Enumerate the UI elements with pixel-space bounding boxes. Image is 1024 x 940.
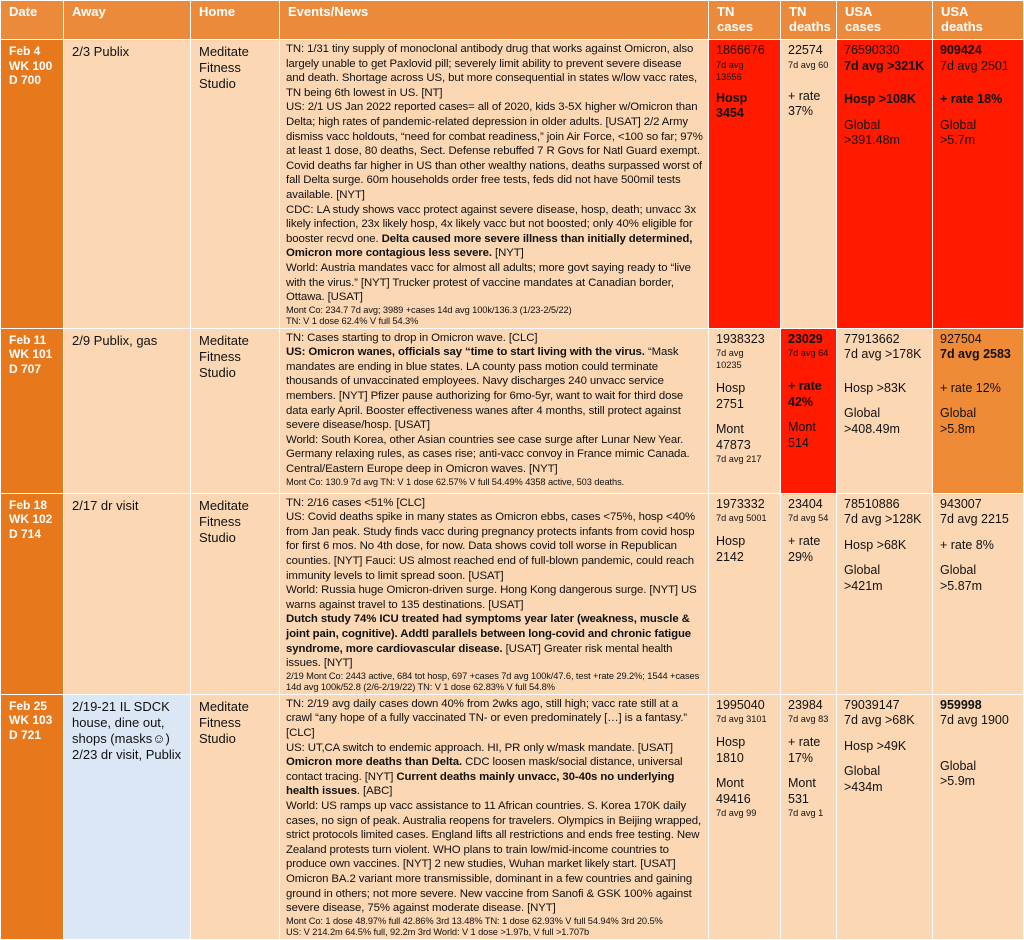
week-label: WK 102: [9, 512, 53, 527]
table-row: [1, 40, 1024, 329]
day-label: D 707: [9, 361, 42, 376]
event-text: [286, 755, 703, 799]
stat-label: + rate: [788, 88, 821, 103]
stat-label: + rate: [788, 534, 821, 549]
table-row: [1, 694, 1024, 939]
stat-label: Global: [844, 406, 881, 421]
stat-value: 959998: [940, 697, 982, 712]
tn-deaths-cell: [781, 493, 837, 694]
stat-value: 7d avg 99: [716, 808, 757, 819]
event-stats: 2/19 Mont Co: 2443 active, 684 tot hosp, 697 +cases 7d avg 100k/47.6, test +rate 29.2%; 1544 +cases 14d avg 100k/52.8 (2/6-2/19/22) TN: V 1 dose 62.83% V full 54.8%: [286, 670, 700, 693]
event-text: US: 2/1 US Jan 2022 reported cases= all of 2020, kids 3-5X higher w/Omicron than Delta; high rates of pandemic-related depression in older adults. [USAT] 2/2 Army dismiss vacc holdouts, “need for combat readiness,” join Air Force, <100 so far; 97% at least 1 dose, 80 deaths, Sect. Defense rebuffed 7 R Govs for Natl Guard exempt. Covid deaths far higher in US than other wealthy nations, deaths surpassed worst of fall Delta surge. 60m households order free tests, feds did not have 500mil tests available. [NYT]: [286, 101, 703, 201]
stat-value: Hosp >108K: [844, 92, 916, 106]
stat-value: >391.48m: [844, 133, 900, 147]
event-text: World: Austria mandates vacc for almost all adults; more govt saying ready to “live with the virus.” [NYT] Trucker protest of vaccine mandates at Canadian border, Ottawa. [USAT]: [286, 261, 691, 304]
stat-value: 76590330: [844, 43, 900, 57]
week-label: WK 101: [9, 347, 53, 362]
stat-label: Global: [940, 563, 977, 578]
event-text: TN: 2/16 cases <51% [CLC]: [286, 496, 425, 509]
stat-label: Hosp: [716, 534, 746, 549]
stat-value: 7d avg >128K: [844, 512, 922, 527]
day-label: D 714: [9, 526, 42, 541]
stat-value: 13556: [716, 71, 742, 82]
stat-label: Global: [940, 117, 977, 132]
events-cell: [280, 694, 709, 939]
away-cell: 2/3 Publix: [64, 40, 191, 329]
stat-value: 7d avg >321K: [844, 58, 925, 73]
stat-value: 7d avg 1: [788, 808, 824, 819]
stat-label: Global: [844, 117, 881, 132]
stat-value: >408.49m: [844, 421, 900, 436]
stat-value: 47873: [716, 437, 751, 452]
event-stats: Mont Co: 234.7 7d avg; 3989 +cases 14d avg 100k/136.3 (1/23-2/5/22): [286, 304, 572, 315]
header-row: [1, 1, 1024, 40]
stat-value: 42%: [788, 394, 814, 409]
home-cell: Meditate Fitness Studio: [191, 40, 280, 329]
stat-value: 7d avg 3101: [716, 714, 767, 725]
stat-value: >5.8m: [940, 421, 976, 436]
stat-label: + rate: [788, 379, 822, 394]
date-cell: [1, 328, 64, 493]
stat-value: 10235: [716, 360, 742, 371]
stat-value: 23984: [788, 697, 823, 712]
stat-value: 77913662: [844, 331, 900, 346]
usa-deaths-cell: [933, 40, 1024, 329]
event-text: World: South Korea, other Asian countries see case surge after Lunar New Year. Germany relaxing rules, as cases rise; anti-vacc convoy in France mimic Canada. Central/Eastern Europe deep in Omicron waves. [NYT]: [286, 433, 690, 476]
usa-deaths-cell: [933, 328, 1024, 493]
stat-label: Global: [940, 758, 977, 773]
stat-value: 2142: [716, 549, 744, 564]
stat-value: 531: [788, 791, 809, 806]
header-tn-deaths: TN deaths: [781, 1, 837, 40]
date-cell: [1, 493, 64, 694]
stat-value: >5.7m: [940, 133, 976, 147]
stat-value: 7d avg >68K: [844, 713, 915, 728]
event-text: World: Russia huge Omicron-driven surge. Hong Kong dangerous surge. [NYT] US warns against travel to 135 destinations. [USAT]: [286, 584, 697, 611]
stat-value: 943007: [940, 496, 982, 511]
stat-label: 7d avg 60: [788, 59, 829, 70]
tn-cases-cell: [709, 328, 781, 493]
header-usa-deaths: USA deaths: [933, 1, 1024, 40]
stat-value: 29%: [788, 549, 814, 564]
stat-label: + rate: [788, 735, 821, 750]
tn-cases-cell: [709, 40, 781, 329]
week-label: WK 103: [9, 713, 53, 728]
events-cell: [280, 40, 709, 329]
stat-value: 1995040: [716, 697, 765, 712]
stat-label: Global: [844, 563, 881, 578]
stat-value: 7d avg 2215: [940, 512, 1009, 527]
header-events: Events/News: [280, 1, 709, 40]
events-cell: [280, 493, 709, 694]
stat-value: 23404: [788, 496, 823, 511]
date-label: Feb 4: [9, 44, 41, 58]
event-text: [NYT]: [495, 247, 524, 260]
stat-value: >5.87m: [940, 578, 983, 593]
stat-value: >5.9m: [940, 774, 976, 789]
event-text: US: UT,CA switch to endemic approach. HI, PR only w/mask mandate. [USAT]: [286, 741, 673, 754]
tn-deaths-cell: [781, 40, 837, 329]
stat-value: 79039147: [844, 697, 900, 712]
stat-value: 927504: [940, 331, 982, 346]
stat-value: 49416: [716, 791, 751, 806]
stat-value: 7d avg 217: [716, 454, 762, 465]
stat-value: Hosp >68K: [844, 537, 907, 552]
stat-value: 3454: [716, 106, 744, 120]
away-cell: 2/17 dr visit: [64, 493, 191, 694]
stat-value: 23029: [788, 331, 823, 346]
tn-deaths-cell: [781, 694, 837, 939]
event-text: TN: 1/31 tiny supply of monoclonal antibody drug that works against Omicron, also largely unable to get Paxlovid pill; severely limit ability to prevent severe disease and death. Shortage across US, but more consequential in states w/low vacc rates, TN being 6th lowest in US. [NT]: [286, 43, 698, 99]
date-label: Feb 18: [9, 497, 48, 512]
stat-value: 7d avg 2501: [940, 58, 1009, 73]
tn-cases-cell: [709, 694, 781, 939]
header-date: Date: [1, 1, 64, 40]
event-stats: TN: V 1 dose 62.4% V full 54.3%: [286, 316, 419, 327]
home-cell: Meditate Fitness Studio: [191, 328, 280, 493]
event-stats: US: V 214.2m 64.5% full, 92.2m 3rd World: V 1 dose >1.97b, V full >1.707b: [286, 927, 590, 938]
stat-label: 7d avg: [716, 348, 744, 359]
event-stats: Mont Co: 130.9 7d avg TN: V 1 dose 62.57% V full 54.49% 4358 active, 503 deaths.: [286, 476, 625, 487]
header-home: Home: [191, 1, 280, 40]
stat-value: 17%: [788, 750, 814, 765]
stat-value: 1810: [716, 750, 744, 765]
stat-value: 514: [788, 435, 809, 450]
away-cell: 2/9 Publix, gas: [64, 328, 191, 493]
stat-value: 37%: [788, 104, 814, 118]
stat-value: Hosp >83K: [844, 380, 907, 395]
date-label: Feb 11: [9, 332, 47, 347]
tn-cases-cell: [709, 493, 781, 694]
stat-value: + rate 18%: [940, 92, 1003, 106]
stat-value: + rate 12%: [940, 380, 1001, 395]
stat-value: 7d avg >178K: [844, 347, 922, 362]
stat-value: 1866676: [716, 43, 765, 57]
usa-cases-cell: [837, 694, 933, 939]
home-cell: Meditate Fitness Studio: [191, 694, 280, 939]
event-text: CDC: LA study shows vacc protect against severe disease, hosp, death; unvacc 3x likely infection, 23x likely hosp, 4x likely vacc but not boosted; only 40% eligible for booster recvd one.: [286, 203, 696, 245]
stat-value: 7d avg 1900: [940, 713, 1009, 728]
stat-value: 7d avg 2583: [940, 347, 1011, 362]
away-cell: 2/19-21 IL SDCK house, dine out, shops (masks☺) 2/23 dr visit, Publix: [64, 694, 191, 939]
stat-value: 2751: [716, 396, 744, 411]
event-text: TN: Cases starting to drop in Omicron wave. [CLC]: [286, 331, 538, 344]
day-label: D 700: [9, 73, 42, 87]
usa-cases-cell: [837, 493, 933, 694]
event-bold-text: US: Omicron wanes, officials say “time to start living with the virus.: [286, 346, 645, 359]
stat-label: Hosp: [716, 381, 746, 396]
event-text: World: US ramps up vacc assistance to 11 African countries. S. Korea 170K daily cases, no sign of peak. Australia reopens for travelers. Olympics in Beijing wrapped, strict protocols limited cases. England lifts all restrictions and ends free testing. New Zealand protests turn violent. WHO plans to train low/mid-income countries to produce own vaccines. [NYT] 2 new studies, Wuhan market likely start. [USAT] Omicron BA.2 variant more transmissible, dominant in a few countries and gaining ground in others; not more severe. New vaccine from Sanofi & GSK 100% against severe disease, 75% against moderate disease. [NYT]: [286, 799, 702, 915]
stat-value: 1973332: [716, 496, 765, 511]
event-text: [286, 203, 703, 261]
event-text: [USAT] Greater risk mental health issues. [NYT]: [286, 642, 673, 670]
date-cell: [1, 694, 64, 939]
stat-value: 1938323: [716, 331, 765, 346]
header-usa-cases: USA cases: [837, 1, 933, 40]
event-text: [286, 345, 703, 433]
date-cell: [1, 40, 64, 329]
event-bold-text: Dutch study 74% ICU treated had symptoms year later (weakness, muscle & joint pain, cognitive). Addtl parallels between long-covid and chronic fatigue syndrome, more cardiovascular disease.: [286, 613, 692, 655]
event-text: US: Covid deaths spike in many states as Omicron ebbs, cases <75%, hosp <40% from Jan peak. Study finds vacc during pregnancy protects infants from covid hosp for first 6 mos. No 4th dose, for now. Data shows covid toll worse in Republican counties. [NYT] Fauci: US almost reached end of full-blown pandemic, could reach immunity levels to limit spread soon. [USAT]: [286, 511, 696, 582]
stat-value: + rate 8%: [940, 537, 994, 552]
stat-value: >421m: [844, 578, 883, 593]
table-row: [1, 328, 1024, 493]
event-bold-text: Omicron more deaths than Delta.: [286, 756, 463, 769]
week-label: WK 100: [9, 58, 53, 73]
stat-value: Hosp >49K: [844, 738, 907, 753]
stat-label: 7d avg 83: [788, 714, 829, 725]
usa-deaths-cell: [933, 493, 1024, 694]
event-text: [286, 612, 703, 670]
stat-label: 7d avg 54: [788, 513, 829, 524]
stat-label: Mont: [788, 420, 816, 435]
stat-label: Mont: [788, 776, 816, 791]
stat-value: 22574: [788, 43, 823, 57]
table-row: [1, 493, 1024, 694]
stat-label: Hosp: [716, 735, 746, 750]
event-bold-text: Current deaths mainly unvacc, 30-40s no underlying health issues: [286, 770, 675, 798]
stat-label: Global: [940, 406, 977, 421]
event-text: CDC loosen mask/social distance, universal contact tracing. [NYT]: [286, 756, 683, 783]
date-label: Feb 25: [9, 698, 48, 713]
event-stats: Mont Co: 1 dose 48.97% full 42.86% 3rd 13.48% TN: 1 dose 62.93% V full 54.94% 3rd 20.5%: [286, 915, 663, 926]
event-text: TN: 2/19 avg daily cases down 40% from 2wks ago, still high; vacc rate still at a crawl “any hope of a fully vaccinated TN- or even predominately […] is a fantasy.” [CLC]: [286, 697, 687, 739]
usa-deaths-cell: [933, 694, 1024, 939]
usa-cases-cell: [837, 40, 933, 329]
stat-value: >434m: [844, 779, 883, 794]
stat-label: 7d avg 64: [788, 348, 829, 359]
header-away: Away: [64, 1, 191, 40]
usa-cases-cell: [837, 328, 933, 493]
stat-label: Mont: [716, 422, 744, 437]
day-label: D 721: [9, 727, 42, 742]
stat-label: Hosp: [716, 90, 748, 105]
event-text: . [ABC]: [356, 785, 393, 798]
stat-label: 7d avg: [716, 59, 744, 70]
events-cell: [280, 328, 709, 493]
stat-value: 7d avg 5001: [716, 513, 767, 524]
header-tn-cases: TN cases: [709, 1, 781, 40]
event-bold-text: Delta caused more severe illness than initially determined, Omicron more contagious less severe.: [286, 232, 693, 260]
home-cell: Meditate Fitness Studio: [191, 493, 280, 694]
stat-value: 909424: [940, 43, 982, 57]
event-text: “Mask mandates are ending in blue states. LA county pass motion could terminate thousands of unvaccinated employees. Navy discharges 240 unvacc service members. [NYT] Pfizer pause authorizing for 6mo-5yr, want to wait for third dose data early April. Booster effectiveness wanes after 4 months, still protect against severe disease/hosp. [USAT]: [286, 346, 684, 432]
stat-value: 78510886: [844, 496, 900, 511]
tn-deaths-cell: [781, 328, 837, 493]
stat-label: Mont: [716, 776, 744, 791]
stat-label: Global: [844, 764, 881, 779]
